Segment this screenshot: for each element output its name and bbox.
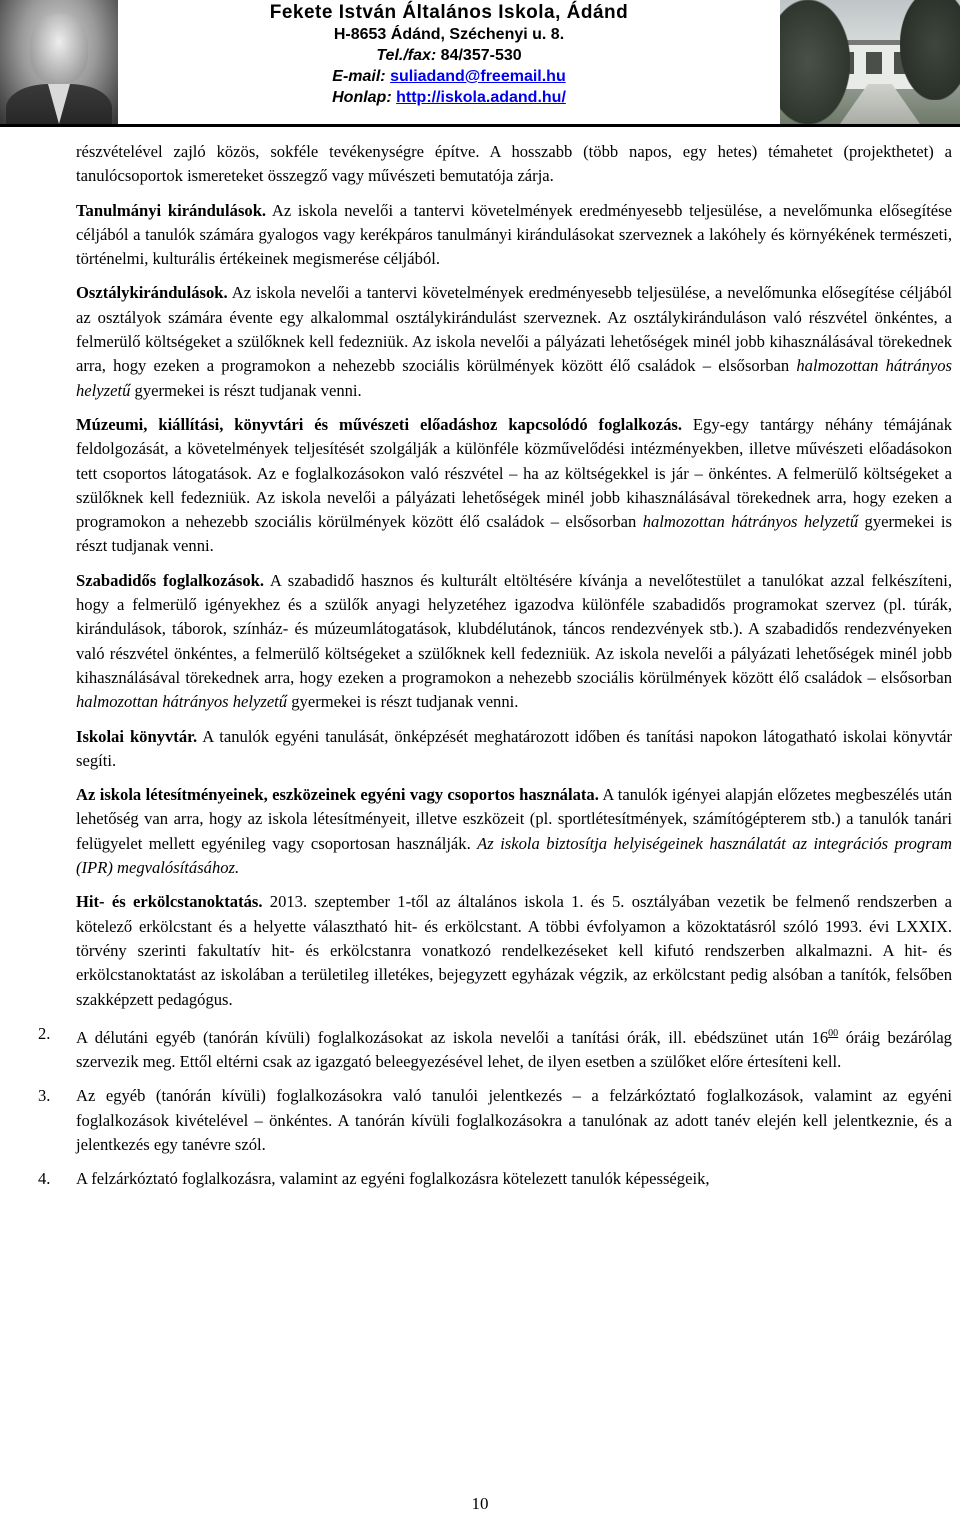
list-item: 2. A délutáni egyéb (tanórán kívüli) foglalkozásokat az iskola nevelői a tanítási órák, ill. ebédszünet után $16^{00}$ óráig bezárólag szervezik meg. Ettől eltérni csak az igazgató beleegyezésével lehet, de ilyen esetben a szülőket előre értesíteni kell. bbox=[38, 1023, 952, 1072]
email-link[interactable]: suliadand@freemail.hu bbox=[390, 68, 566, 85]
school-website: Honlap: http://iskola.adand.hu/ bbox=[332, 89, 566, 106]
paragraph-facility-use: Az iskola létesítményeinek, eszközeinek egyéni vagy csoportos használata. A tanulók igényei alapján előzetes megbeszélés után lehetőség van arra, hogy az iskola létesítményeit, illetve eszközeit (pl. sportlétesítmények, számítógépterem stb.) a tanulók tanári felügyelet mellett egyénileg vagy csoportosan használják. Az iskola biztosítja helyiségeinek használatát az integrációs program (IPR) megvalósításához. bbox=[76, 785, 953, 878]
school-email: E-mail: suliadand@freemail.hu bbox=[332, 68, 566, 85]
list-number: 2. bbox=[38, 1023, 51, 1043]
school-phone: Tel./fax: 84/357-530 bbox=[376, 47, 522, 64]
list-item: 4. A felzárkóztató foglalkozásra, valamint az egyéni foglalkozásra kötelezett tanulók képességeik, bbox=[76, 1167, 952, 1191]
website-link[interactable]: http://iskola.adand.hu/ bbox=[396, 89, 566, 106]
paragraph-heading: Az iskola létesítményeinek, eszközeinek egyéni vagy csoportos használata. bbox=[76, 785, 599, 805]
page-header bbox=[0, 0, 960, 126]
paragraph-heading: Hit- és erkölcstanoktatás. bbox=[76, 892, 263, 912]
paragraph-heading: Szabadidős foglalkozások. bbox=[76, 570, 265, 590]
paragraph-heading: Múzeumi, kiállítási, könyvtári és művészeti előadáshoz kapcsolódó foglalkozás. bbox=[76, 414, 682, 434]
header-divider bbox=[0, 124, 960, 127]
paragraph-class-trips: Osztálykirándulások. Az iskola nevelői a tantervi követelmények eredményesebb teljesülése, a nevelőmunka elősegítése céljából az osztályok számára évente egy alkalommal osztálykirándulást szerveznek. Az osztálykiránduláson való részvétel önkéntes, a felmerülő költségeket a szülőknek kell fedezniük. Az iskola nevelői a pályázati lehetőségek minél jobb kihasználásával törekednek arra, hogy ezeken a programokon a nehezebb szociális körülmények között élő családok – elsősorban halmozottan hátrányos helyzetű gyermekei is részt tudjanak venni. bbox=[76, 283, 952, 400]
school-contact-block bbox=[120, 2, 778, 108]
list-number: 4. bbox=[38, 1169, 51, 1189]
paragraph-heading: Tanulmányi kirándulások. bbox=[76, 200, 267, 220]
school-building-photo bbox=[780, 0, 960, 124]
list-number: 3. bbox=[38, 1086, 51, 1106]
paragraph-continuation: részvételével zajló közös, sokféle tevékenységre építve. A hosszabb (több napos, egy hetes) témahetet (projekthetet) a tanulócsoportok ismereteket összegző vagy művészeti bemutatója zárja. bbox=[76, 142, 952, 186]
paragraph-school-library: Iskolai könyvtár. A tanulók egyéni tanulását, önképzését meghatározott időben és tanítási napokon látogatható iskolai könyvtár segíti. bbox=[76, 726, 952, 770]
paragraph-study-trips: Tanulmányi kirándulások. Az iskola nevelői a tantervi követelmények eredményesebb teljesülése, a nevelőmunka elősegítése céljából a tanulók számára gyalogos vagy kerékpáros tanulmányi kirándulásokat szerveznek a lakóhely és környékének természeti, történelmi, kulturális értékeinek megismerése céljából. bbox=[76, 200, 952, 269]
list-item: 3. Az egyéb (tanórán kívüli) foglalkozásokra való tanulói jelentkezés – a felzárkóztató foglalkozások, valamint az egyéni foglalkozások kivételével – önkéntes. A tanórán kívüli foglalkozásokra a tanulónak az adott tanév elején kell jelentkeznie, és a jelentkezés egy tanévre szól. bbox=[38, 1086, 952, 1154]
founder-portrait-photo bbox=[0, 0, 118, 124]
paragraph-leisure-activities: Szabadidős foglalkozások. A szabadidő hasznos és kulturált eltöltésére kívánja a nevelőtestület a tanulókat azzal felkészíteni, hogy a felmerülő igényekhez és a szülők anyagi helyzetéhez igazodva különféle szabadidős programokat szervez (pl. túrák, kirándulások, táborok, színház- és múzeumlátogatások, klubdélutánok, táncos rendezvények stb.). A szabadidős rendezvényeken való részvétel önkéntes, a felmerülő költségeket a szülőknek kell fedezniük. Az iskola nevelői a pályázati lehetőségek minél jobb kihasználásával törekednek arra, hogy ezeken a programokon a nehezebb szociális körülmények között élő családok – elsősorban halmozottan hátrányos helyzetű gyermekei is részt tudjanak venni. bbox=[76, 570, 953, 712]
paragraph-museum-sessions: Múzeumi, kiállítási, könyvtári és művészeti előadáshoz kapcsolódó foglalkozás. Egy-egy tantárgy néhány témájának feldolgozását, a követelmények teljesítését szolgálják a különféle közművelődési intézményekben, illetve művészeti előadásokon tett csoportos látogatások. Az e foglalkozásokon való részvétel – ha az költségekkel is jár – önkéntes. A felmerülő költségeket a szülőknek kell fedezniük. Az iskola nevelői a pályázati lehetőségek minél jobb kihasználásával törekednek arra, hogy ezeken a programokon a nehezebb szociális körülmények között élő családok – elsősorban halmozottan hátrányos helyzetű gyermekei is részt tudjanak venni. bbox=[76, 414, 952, 556]
school-name: Fekete István Általános Iskola, Ádánd bbox=[269, 2, 629, 23]
paragraph-heading: Osztálykirándulások. bbox=[76, 283, 228, 303]
document-body bbox=[38, 140, 953, 1202]
page-number: 10 bbox=[471, 1494, 489, 1513]
school-address: H-8653 Ádánd, Széchenyi u. 8. bbox=[333, 26, 565, 43]
paragraph-heading: Iskolai könyvtár. bbox=[76, 726, 198, 746]
paragraph-ethics-education: Hit- és erkölcstanoktatás. 2013. szeptember 1-től az általános iskola 1. és 5. osztályában vezetik be felmenő rendszerben a kötelező erkölcstant és a helyette választható hit- és erkölcstant. A többi évfolyamon a közoktatásról szóló 1993. évi LXXIX. törvény szerinti fakultatív hit- és erkölcstanra vonatkozó rendelkezéseket kell kifutó rendszerben alkalmazni. A hit- és erkölcstanoktatást az iskolában a területileg illetékes, bejegyzett egyházak végzik, az erkölcstant pedig alsóban a tanítók, felsőben szakképzett pedagógus. bbox=[76, 892, 952, 1009]
